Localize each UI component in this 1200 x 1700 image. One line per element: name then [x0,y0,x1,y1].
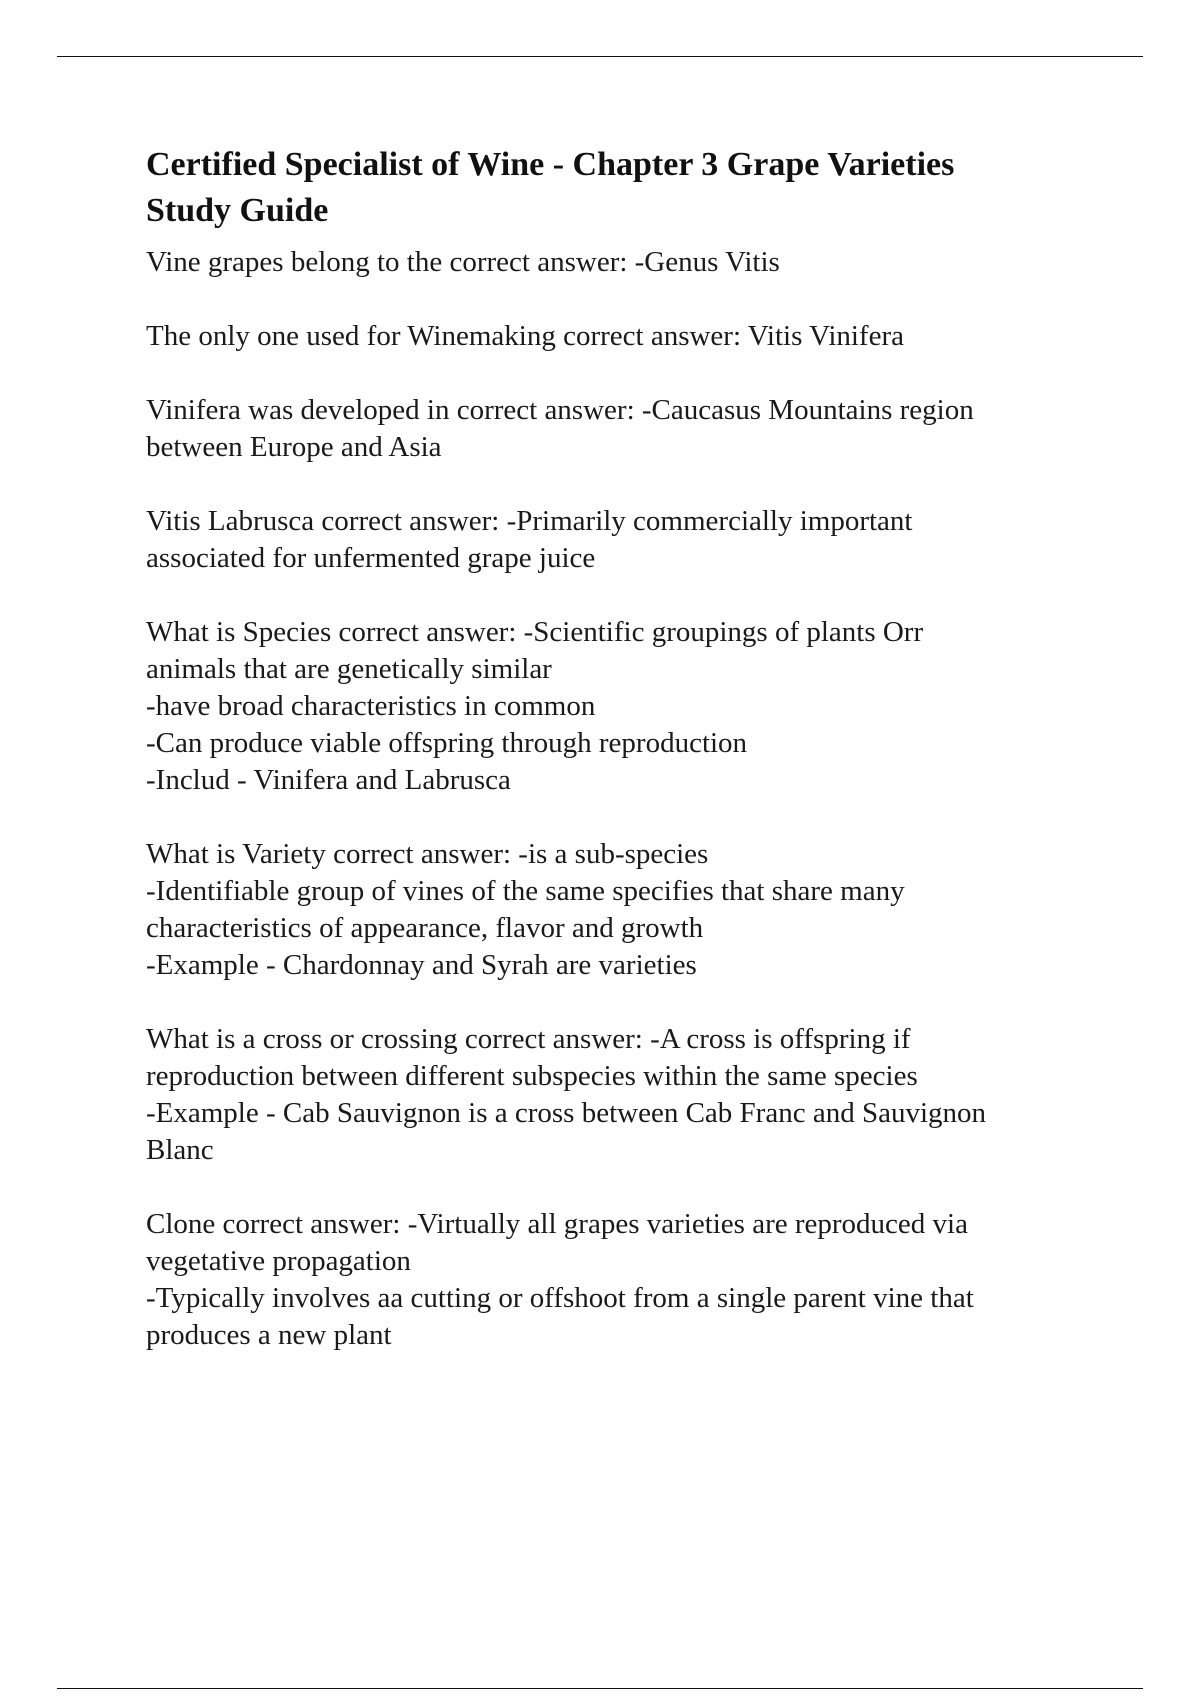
qa-line: reproduction between different subspecies within the same species [146,1060,918,1092]
qa-entry [146,503,1096,577]
qa-entry [146,1021,1096,1169]
qa-line: -Example - Cab Sauvignon is a cross between Cab Franc and Sauvignon [146,1097,987,1129]
qa-line: -Typically involves aa cutting or offshoot from a single parent vine that [146,1282,974,1314]
qa-entry [146,614,1096,799]
qa-line: Vitis Labrusca correct answer: -Primarily commercially important [146,505,913,537]
qa-line: -Identifiable group of vines of the same specifies that share many [146,875,905,907]
qa-entry [146,392,1096,466]
qa-entry [146,836,1096,984]
qa-entry [146,318,1096,355]
qa-line: -have broad characteristics in common [146,690,596,722]
top-divider [57,56,1143,57]
qa-line: Clone correct answer: -Virtually all grapes varieties are reproduced via [146,1208,968,1240]
document-body [146,142,1096,1391]
qa-line: -Includ - Vinifera and Labrusca [146,764,511,796]
qa-line: Vine grapes belong to the correct answer: -Genus Vitis [146,246,780,278]
title-line: Study Guide [146,192,329,229]
qa-line: vegetative propagation [146,1245,411,1277]
qa-line: The only one used for Winemaking correct answer: Vitis Vinifera [146,320,904,352]
qa-line: characteristics of appearance, flavor and growth [146,912,704,944]
qa-entry [146,1206,1096,1354]
qa-line: What is Variety correct answer: -is a sub-species [146,838,709,870]
bottom-divider [57,1688,1143,1689]
qa-line: between Europe and Asia [146,431,442,463]
qa-line: associated for unfermented grape juice [146,542,596,574]
qa-line: -Can produce viable offspring through reproduction [146,727,748,759]
qa-line: produces a new plant [146,1319,392,1351]
document-title [146,142,1096,234]
qa-line: What is a cross or crossing correct answer: -A cross is offspring if [146,1023,911,1055]
qa-line: Vinifera was developed in correct answer: -Caucasus Mountains region [146,394,974,426]
qa-line: Blanc [146,1134,214,1166]
qa-line: -Example - Chardonnay and Syrah are varieties [146,949,697,981]
qa-line: animals that are genetically similar [146,653,552,685]
title-line: Certified Specialist of Wine - Chapter 3 Grape Varieties [146,146,955,183]
qa-entry [146,244,1096,281]
qa-line: What is Species correct answer: -Scientific groupings of plants Orr [146,616,924,648]
